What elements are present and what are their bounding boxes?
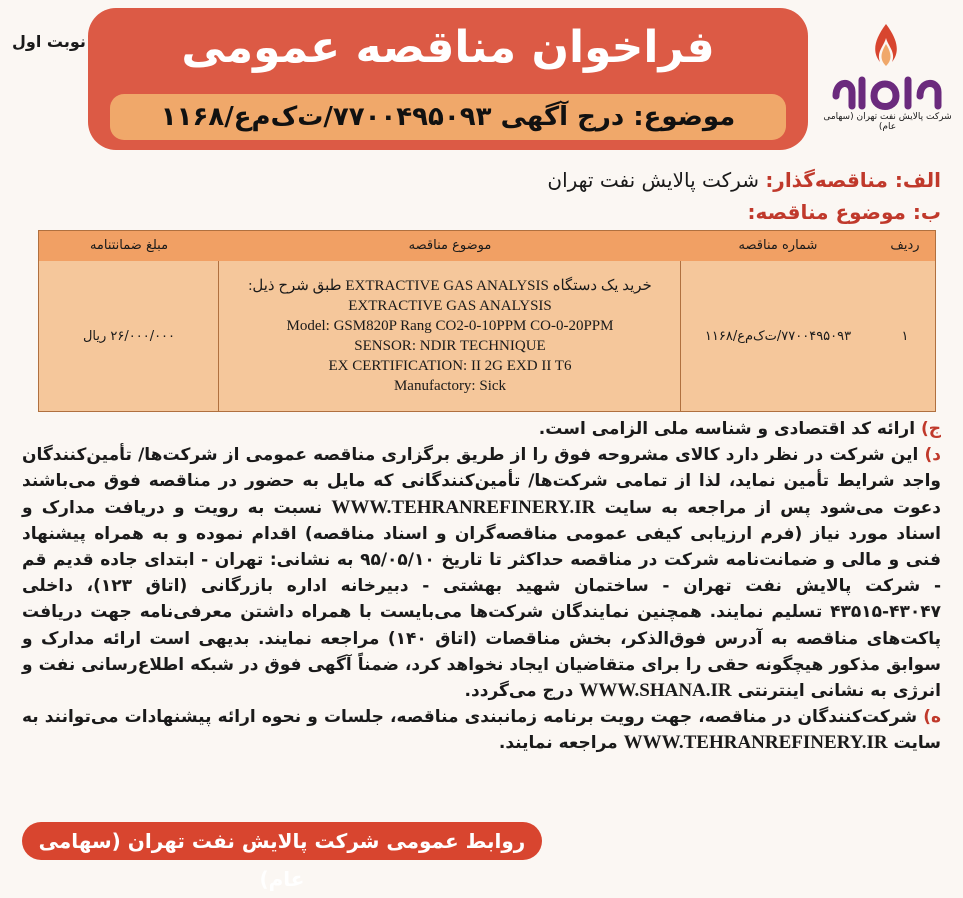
logo-caption: شرکت پالایش نفت تهران (سهامی عام) xyxy=(823,112,952,132)
body-text xyxy=(22,416,941,757)
subject-line-2: EXTRACTIVE GAS ANALYSIS xyxy=(348,298,552,314)
paragraph-d xyxy=(22,442,941,704)
row-index: ۱ xyxy=(901,328,909,344)
round-label: نوبت اول xyxy=(12,32,86,51)
paragraph-c-mark: ج) xyxy=(920,419,941,439)
tehranrefinery-link[interactable]: WWW.TEHRANREFINERY.IR xyxy=(331,496,596,518)
subject-label: ب: موضوع مناقصه: xyxy=(747,200,941,224)
row-number: ۷۷۰۰۴۹۵۰۹۳/ت‌ک‌م‌ع/۱۱۶۸ xyxy=(680,261,875,411)
paragraph-d-text-3: درج می‌گردد. xyxy=(464,681,574,702)
paragraph-e-mark: ه) xyxy=(923,707,941,728)
subject-heading xyxy=(748,200,941,224)
header-banner xyxy=(88,8,808,150)
subject-line-3: Model: GSM820P Rang CO2-0-10PPM CO-0-20PPM xyxy=(286,318,614,334)
subject-line-5: EX CERTIFICATION: II 2G EXD II T6 xyxy=(328,358,572,374)
subject-line: موضوع: درج آگهی ۷۷۰۰۴۹۵۰۹۳/ت‌ک‌م‌ع/۱۱۶۸ xyxy=(110,94,786,140)
paragraph-d-mark: د) xyxy=(924,445,941,466)
paragraph-d-text-2: نسبت به رویت و دریافت مدارک و اسناد مورد نیاز (فرم ارزیابی کیفی عمومی مناقصه‌گران و اسناد مناقصه) اقدام نموده و به همراه پیشنهاد فنی و مالی و ضمانت‌نامه شرکت در مناقصه حداکثر تا تاریخ ۹۵/۰۵/۱۰ به نشانی: تهران - ابتدای جاده قدیم قم - شرکت پالایش نفت تهران - ساختمان شهید بهشتی - دبیرخانه اداره بازرگانی (اتاق ۱۲۳)، داخلی ۴۳۰۴۷-۴۳۵۱۵ تسلیم نمایند. همچنین نمایندگان شرکت‌ها می‌بایست با همراه داشتن معرفی‌نامه جهت دریافت پاکت‌های مناقصه به آدرس فوق‌الذکر، بخش مناقصات (اتاق ۱۴۰) مراجعه نمایند. بدیهی است ارائه مدارک و سوابق مذکور هیچگونه حقی را برای متقاضیان ایجاد نخواهد کرد، ضمناً آگهی فوق در شبکه اطلاع‌رسانی نفت و انرژی به نشانی اینترنتی xyxy=(22,497,942,702)
footer-banner: روابط عمومی شرکت پالایش نفت تهران (سهامی عام) xyxy=(22,822,542,860)
tenderer-value: شرکت پالایش نفت تهران xyxy=(547,168,759,192)
header-guarantee: مبلغ ضمانتنامه xyxy=(39,231,219,261)
header-row-col: ردیف xyxy=(875,231,935,261)
tehranrefinery-link-2[interactable]: WWW.TEHRANREFINERY.IR xyxy=(623,732,888,754)
paragraph-e-text-2: مراجعه نمایند. xyxy=(498,733,618,754)
flame-icon xyxy=(875,24,897,66)
header-subject: موضوع مناقصه xyxy=(218,231,681,261)
subject-line-6: Manufactory: Sick xyxy=(393,378,507,394)
row-subject xyxy=(218,261,681,411)
paragraph-e xyxy=(22,704,941,756)
paragraph-c xyxy=(22,416,941,442)
tenderer-label: الف: مناقصه‌گذار: xyxy=(765,168,941,192)
tender-table xyxy=(38,230,936,412)
tenderer-line xyxy=(547,168,941,192)
shana-link[interactable]: WWW.SHANA.IR xyxy=(579,680,732,702)
paragraph-c-text: ارائه کد اقتصادی و شناسه ملی الزامی است. xyxy=(538,419,916,439)
header-number: شماره مناقصه xyxy=(680,231,875,261)
row-guarantee: ۲۶/۰۰۰/۰۰۰ ریال xyxy=(82,328,176,344)
logo-mark-icon xyxy=(836,80,938,107)
paragraph-d-text-1: این شرکت در نظر دارد کالای مشروحه فوق را از طریق برگزاری مناقصه عمومی از شرکت‌ها/ تأمین‌کنندگان واجد شرایط تأمین نماید، لذا از تمامی شرکت‌ها/ تأمین‌کنندگانی که مایل به حضور در مناقصه فوق می‌باشند دعوت می‌شود پس از مراجعه به سایت xyxy=(22,445,942,518)
page-title: فراخوان مناقصه عمومی xyxy=(181,22,715,73)
paragraph-e-text: شرکت‌کنندگان در مناقصه، جهت رویت برنامه زمانبندی مناقصه، جلسات و نحوه ارائه پیشنهادات می‌توانند به سایت xyxy=(22,707,941,754)
subject-line-4: SENSOR: NDIR TECHNIQUE xyxy=(354,338,546,354)
subject-line-1: خرید یک دستگاه EXTRACTIVE GAS ANALYSIS طبق شرح ذیل: xyxy=(248,278,652,294)
